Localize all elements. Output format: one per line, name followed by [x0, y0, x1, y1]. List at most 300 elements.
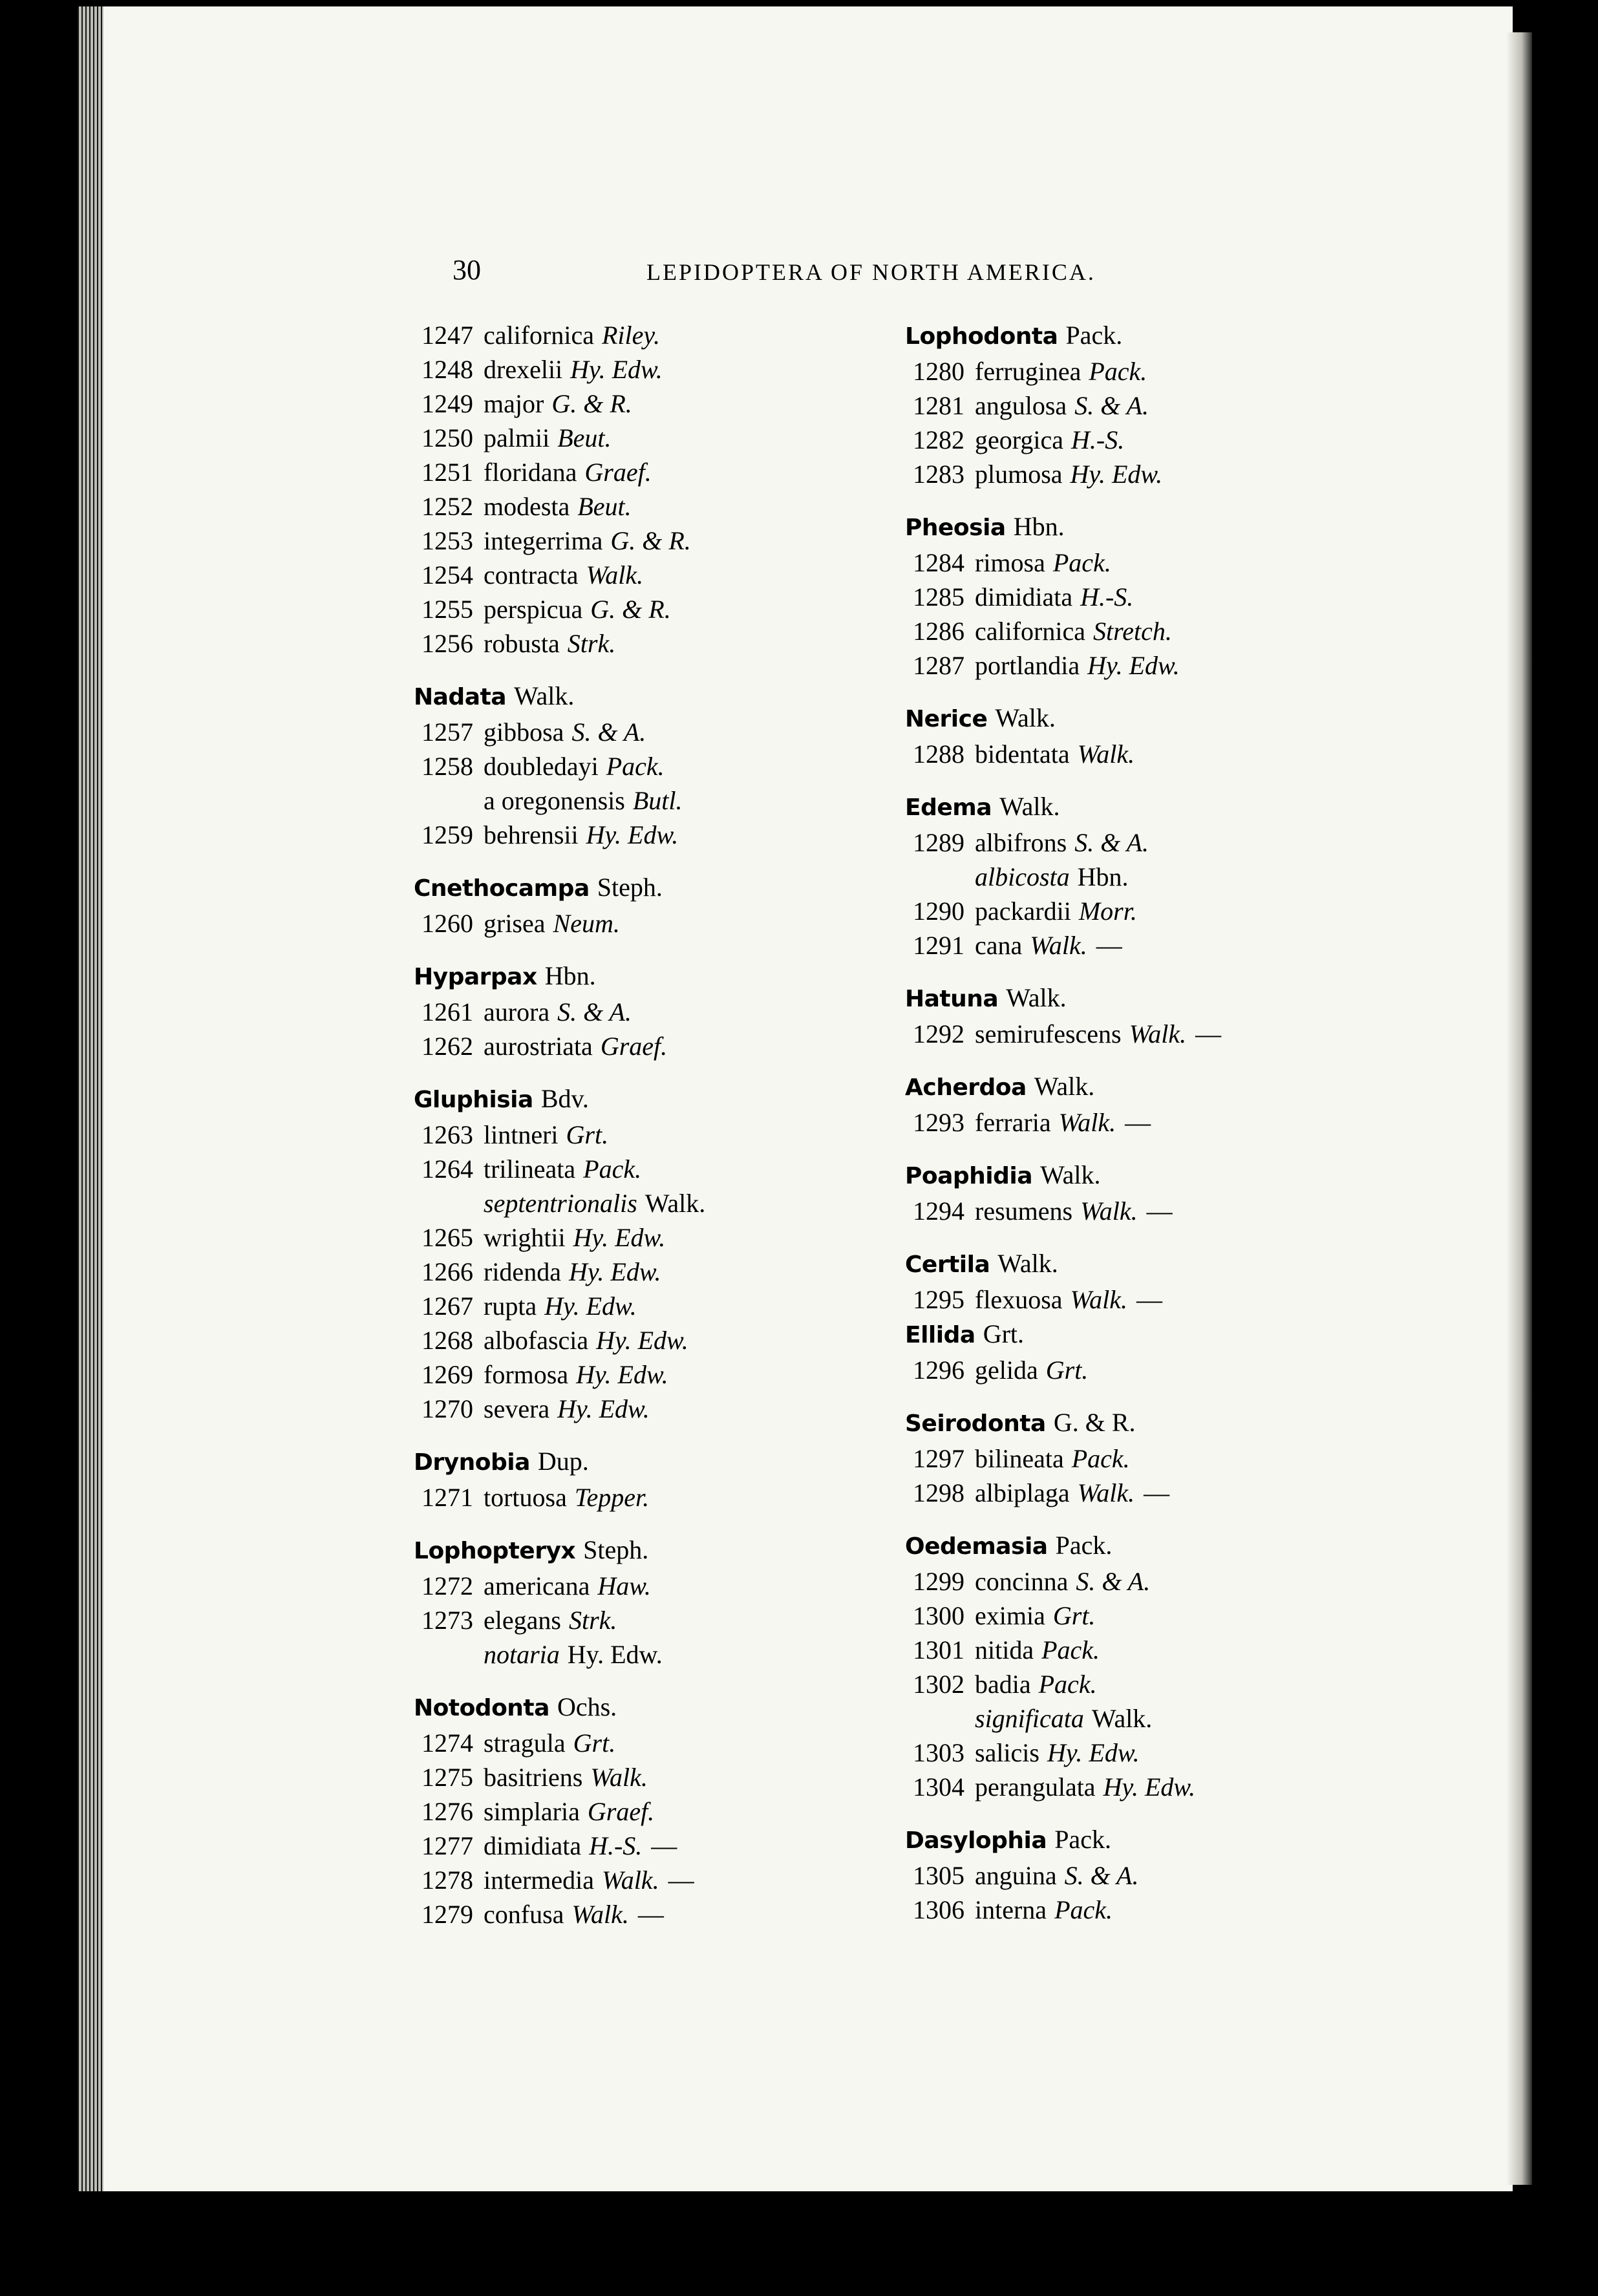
species-author: Hy. Edw.	[557, 1394, 650, 1423]
species-entry	[905, 546, 1435, 580]
species-entry	[414, 1829, 931, 1863]
species-entry	[414, 421, 931, 455]
genus-author: Pack.	[1065, 321, 1123, 350]
catalog-number: 1288	[913, 739, 964, 769]
species-entry	[414, 1392, 931, 1426]
genus-heading	[905, 1246, 1435, 1282]
species-name: cana	[975, 931, 1023, 960]
catalog-number: 1290	[913, 897, 964, 926]
genus-name: Dasylophia	[905, 1827, 1047, 1854]
genus-name: Cnethocampa	[414, 875, 590, 902]
species-name: aurostriata	[484, 1032, 593, 1061]
genus-heading	[414, 1533, 931, 1569]
species-name: a oregonensis	[484, 786, 625, 815]
catalog-number: 1250	[421, 423, 473, 452]
catalog-number: 1273	[421, 1606, 473, 1635]
genus-author: Pack.	[1054, 1825, 1111, 1854]
synonym-entry	[905, 1701, 1435, 1736]
species-entry	[414, 1255, 931, 1289]
species-entry	[414, 995, 931, 1029]
genus-author: Walk.	[514, 681, 575, 710]
catalog-number: 1251	[421, 458, 473, 487]
species-author: H.-S.	[1071, 425, 1125, 454]
genus-name: Drynobia	[414, 1449, 530, 1476]
species-entry	[414, 318, 931, 352]
species-author: S. & A.	[1076, 1567, 1151, 1596]
catalog-number: 1280	[913, 357, 964, 386]
catalog-number: 1258	[421, 752, 473, 781]
species-author: Walk.	[1070, 1285, 1128, 1314]
species-author: Neum.	[553, 909, 620, 938]
species-name: plumosa	[975, 460, 1063, 489]
genus-author: Steph.	[597, 873, 663, 902]
species-entry	[905, 1282, 1435, 1317]
section-gap	[414, 1426, 931, 1444]
species-name: lintneri	[484, 1120, 559, 1149]
genus-name: Hatuna	[905, 986, 999, 1012]
species-author: Walk.	[1080, 1196, 1138, 1226]
species-author: Grt.	[1052, 1601, 1096, 1630]
synonym-entry	[414, 1186, 931, 1220]
catalog-number: 1256	[421, 629, 473, 658]
species-name: resumens	[975, 1196, 1073, 1226]
section-gap	[905, 1228, 1435, 1246]
species-name: albofascia	[484, 1326, 589, 1355]
catalog-number: 1255	[421, 595, 473, 624]
species-name: wrightii	[484, 1223, 566, 1252]
catalog-number: 1272	[421, 1571, 473, 1600]
species-author: G. & R.	[610, 526, 691, 555]
species-name: formosa	[484, 1360, 569, 1389]
species-name: behrensii	[484, 820, 579, 849]
species-entry	[414, 715, 931, 749]
dash-mark: —	[1125, 1108, 1151, 1137]
species-name: simplaria	[484, 1797, 580, 1826]
species-entry	[905, 928, 1435, 962]
species-name: ferraria	[975, 1108, 1051, 1137]
catalog-number: 1303	[913, 1738, 964, 1767]
species-name: drexelii	[484, 355, 563, 384]
dash-mark: —	[1144, 1478, 1170, 1507]
species-entry	[905, 388, 1435, 423]
species-entry	[905, 1736, 1435, 1770]
genus-author: Walk.	[1006, 983, 1067, 1012]
section-gap	[905, 1387, 1435, 1405]
genus-heading	[905, 1158, 1435, 1194]
species-author: Hy. Edw.	[1047, 1738, 1140, 1767]
species-entry	[905, 825, 1435, 860]
species-author: Walk.	[1077, 739, 1135, 769]
catalog-number: 1247	[421, 321, 473, 350]
section-gap	[905, 962, 1435, 981]
species-name: rimosa	[975, 548, 1045, 577]
species-name: ridenda	[484, 1257, 561, 1286]
genus-heading	[905, 1317, 1435, 1353]
species-author: Strk.	[568, 1606, 617, 1635]
catalog-number: 1274	[421, 1728, 473, 1758]
species-entry	[905, 1194, 1435, 1228]
species-name: trilineata	[484, 1154, 576, 1184]
species-author: Pack.	[1041, 1635, 1100, 1664]
section-gap	[414, 1063, 931, 1081]
species-author: S. & A.	[1074, 391, 1149, 420]
species-name: dimidiata	[484, 1831, 582, 1860]
species-entry	[414, 558, 931, 592]
genus-author: G. & R.	[1053, 1408, 1136, 1437]
catalog-number: 1276	[421, 1797, 473, 1826]
genus-heading	[414, 679, 931, 715]
species-name: robusta	[484, 629, 560, 658]
catalog-number: 1260	[421, 909, 473, 938]
species-name: albifrons	[975, 828, 1067, 857]
species-name: angulosa	[975, 391, 1067, 420]
species-entry	[414, 1118, 931, 1152]
species-author: Walk.	[645, 1189, 706, 1218]
species-entry	[414, 818, 931, 852]
genus-heading	[905, 981, 1435, 1017]
dash-mark: —	[1136, 1285, 1163, 1314]
genus-author: Walk.	[1034, 1072, 1095, 1101]
section-gap	[905, 683, 1435, 701]
genus-name: Certila	[905, 1251, 990, 1278]
catalog-number	[905, 860, 975, 894]
catalog-number: 1253	[421, 526, 473, 555]
genus-heading	[905, 1528, 1435, 1564]
dash-mark: —	[637, 1900, 664, 1929]
species-name: anguina	[975, 1861, 1057, 1890]
genus-author: Pack.	[1055, 1531, 1113, 1560]
catalog-number: 1305	[913, 1861, 964, 1890]
species-author: Walk.	[1077, 1478, 1135, 1507]
species-entry	[414, 387, 931, 421]
species-author: Strk.	[567, 629, 616, 658]
species-entry	[905, 1441, 1435, 1476]
species-author: Graef.	[587, 1797, 655, 1826]
species-entry	[414, 1603, 931, 1637]
species-entry	[414, 783, 931, 818]
species-name: septentrionalis	[484, 1189, 637, 1218]
catalog-number: 1268	[421, 1326, 473, 1355]
species-author: Walk.	[586, 560, 644, 590]
species-author: G. & R.	[590, 595, 671, 624]
catalog-number: 1298	[913, 1478, 964, 1507]
species-author: Hy. Edw.	[573, 1223, 666, 1252]
catalog-number	[414, 783, 484, 818]
dash-mark: —	[1096, 931, 1122, 960]
species-entry	[905, 580, 1435, 614]
species-name: floridana	[484, 458, 577, 487]
species-entry	[414, 1897, 931, 1931]
genus-author: Bdv.	[540, 1084, 589, 1113]
species-entry	[905, 1858, 1435, 1893]
genus-heading	[414, 870, 931, 906]
species-entry	[905, 1667, 1435, 1701]
catalog-number: 1294	[913, 1196, 964, 1226]
species-author: Tepper.	[574, 1483, 650, 1512]
dash-mark: —	[1195, 1019, 1222, 1048]
species-author: S. & A.	[557, 997, 632, 1026]
species-author: S. & A.	[1074, 828, 1149, 857]
species-name: semirufescens	[975, 1019, 1122, 1048]
catalog-number: 1301	[913, 1635, 964, 1664]
genus-name: Ellida	[905, 1322, 975, 1348]
genus-name: Poaphidia	[905, 1163, 1033, 1189]
catalog-number: 1283	[913, 460, 964, 489]
catalog-number: 1261	[421, 997, 473, 1026]
species-entry	[905, 894, 1435, 928]
species-author: Walk.	[1129, 1019, 1187, 1048]
genus-heading	[414, 1444, 931, 1480]
catalog-number: 1287	[913, 651, 964, 680]
genus-heading	[905, 789, 1435, 825]
genus-author: Walk.	[995, 703, 1056, 732]
species-entry	[414, 1863, 931, 1897]
species-author: Graef.	[600, 1032, 668, 1061]
species-entry	[414, 626, 931, 661]
species-entry	[414, 455, 931, 489]
species-name: badia	[975, 1670, 1031, 1699]
next-page-edge	[1506, 32, 1532, 2185]
species-name: concinna	[975, 1567, 1069, 1596]
species-entry	[414, 1029, 931, 1063]
genus-name: Pheosia	[905, 515, 1006, 541]
genus-name: Notodonta	[414, 1695, 549, 1721]
genus-author: Dup.	[537, 1447, 589, 1476]
genus-author: Hbn.	[544, 961, 596, 990]
species-author: Pack.	[1054, 1895, 1113, 1924]
section-gap	[414, 1672, 931, 1690]
species-author: Pack.	[1038, 1670, 1097, 1699]
species-name: notaria	[484, 1640, 560, 1669]
species-name: modesta	[484, 492, 570, 521]
catalog-number: 1304	[913, 1772, 964, 1802]
species-entry	[905, 648, 1435, 683]
species-name: elegans	[484, 1606, 561, 1635]
species-entry	[905, 423, 1435, 457]
catalog-number: 1292	[913, 1019, 964, 1048]
species-author: Hy. Edw.	[586, 820, 679, 849]
dash-mark: —	[651, 1831, 677, 1860]
species-name: dimidiata	[975, 582, 1073, 611]
species-name: severa	[484, 1394, 550, 1423]
catalog-number: 1265	[421, 1223, 473, 1252]
species-name: packardii	[975, 897, 1071, 926]
species-entry	[905, 457, 1435, 491]
species-name: interna	[975, 1895, 1047, 1924]
species-entry	[414, 906, 931, 941]
species-author: Graef.	[584, 458, 652, 487]
species-entry	[905, 737, 1435, 771]
genus-author: Hbn.	[1013, 512, 1065, 541]
catalog-number: 1278	[421, 1865, 473, 1895]
species-entry	[905, 614, 1435, 648]
catalog-number: 1266	[421, 1257, 473, 1286]
species-author: Pack.	[1071, 1444, 1130, 1473]
genus-heading	[414, 959, 931, 995]
genus-author: Walk.	[999, 792, 1060, 821]
genus-author: Steph.	[583, 1535, 649, 1564]
species-entry	[414, 592, 931, 626]
genus-name: Nerice	[905, 706, 988, 732]
species-author: Hbn.	[1077, 862, 1129, 891]
catalog-number: 1291	[913, 931, 964, 960]
species-author: Hy. Edw.	[1070, 460, 1163, 489]
catalog-number: 1271	[421, 1483, 473, 1512]
catalog-number: 1286	[913, 617, 964, 646]
genus-heading	[905, 701, 1435, 737]
species-entry	[414, 1220, 931, 1255]
species-name: gelida	[975, 1355, 1038, 1385]
species-author: Hy. Edw.	[1103, 1772, 1196, 1802]
species-author: Hy. Edw.	[1087, 651, 1180, 680]
catalog-number: 1275	[421, 1763, 473, 1792]
running-head: LEPIDOPTERA OF NORTH AMERICA.	[646, 259, 1096, 285]
catalog-number: 1289	[913, 828, 964, 857]
species-author: Pack.	[1052, 548, 1111, 577]
catalog-number: 1263	[421, 1120, 473, 1149]
genus-heading	[905, 1069, 1435, 1105]
species-author: Walk.	[571, 1900, 629, 1929]
genus-author: Walk.	[997, 1249, 1058, 1278]
catalog-number: 1302	[913, 1670, 964, 1699]
species-name: georgica	[975, 425, 1063, 454]
left-column	[414, 318, 931, 1931]
genus-name: Gluphisia	[414, 1087, 533, 1113]
species-author: Hy. Edw.	[544, 1292, 637, 1321]
species-entry	[414, 352, 931, 387]
species-author: Walk.	[1091, 1704, 1153, 1733]
species-author: Hy. Edw.	[576, 1360, 668, 1389]
species-name: tortuosa	[484, 1483, 567, 1512]
catalog-number: 1262	[421, 1032, 473, 1061]
species-name: gibbosa	[484, 717, 564, 747]
genus-name: Acherdoa	[905, 1074, 1027, 1101]
genus-name: Oedemasia	[905, 1533, 1048, 1560]
species-name: californica	[484, 321, 594, 350]
species-entry	[414, 1357, 931, 1392]
catalog-number: 1281	[913, 391, 964, 420]
species-name: flexuosa	[975, 1285, 1063, 1314]
catalog-number: 1270	[421, 1394, 473, 1423]
section-gap	[905, 1510, 1435, 1528]
species-name: perspicua	[484, 595, 583, 624]
catalog-number	[414, 1637, 484, 1672]
genus-name: Edema	[905, 794, 992, 821]
species-entry	[414, 524, 931, 558]
species-entry	[905, 1476, 1435, 1510]
species-author: Pack.	[606, 752, 665, 781]
species-author: Riley.	[602, 321, 660, 350]
species-entry	[414, 489, 931, 524]
section-gap	[905, 491, 1435, 509]
species-entry	[414, 749, 931, 783]
catalog-number: 1306	[913, 1895, 964, 1924]
species-name: bidentata	[975, 739, 1070, 769]
section-gap	[414, 852, 931, 870]
species-name: grisea	[484, 909, 546, 938]
species-author: Butl.	[632, 786, 683, 815]
species-entry	[905, 1017, 1435, 1051]
species-entry	[414, 1726, 931, 1760]
catalog-number: 1293	[913, 1108, 964, 1137]
species-entry	[414, 1480, 931, 1515]
genus-heading	[414, 1081, 931, 1118]
species-entry	[905, 354, 1435, 388]
catalog-number: 1277	[421, 1831, 473, 1860]
dash-mark: —	[1146, 1196, 1173, 1226]
species-entry	[905, 1633, 1435, 1667]
species-name: intermedia	[484, 1865, 595, 1895]
genus-heading	[905, 1822, 1435, 1858]
section-gap	[905, 1140, 1435, 1158]
section-gap	[905, 771, 1435, 789]
species-entry	[414, 1323, 931, 1357]
species-author: Hy. Edw.	[570, 355, 663, 384]
species-author: Stretch.	[1093, 617, 1172, 646]
species-entry	[905, 1564, 1435, 1599]
section-gap	[905, 1051, 1435, 1069]
species-name: ferruginea	[975, 357, 1081, 386]
species-author: Walk.	[602, 1865, 659, 1895]
catalog-number	[905, 1701, 975, 1736]
species-name: nitida	[975, 1635, 1034, 1664]
species-entry	[414, 1794, 931, 1829]
catalog-number: 1254	[421, 560, 473, 590]
species-name: americana	[484, 1571, 590, 1600]
genus-heading	[905, 318, 1435, 354]
page-header	[453, 253, 1293, 292]
species-author: Walk.	[1058, 1108, 1116, 1137]
species-name: albicosta	[975, 862, 1070, 891]
species-author: S. & A.	[571, 717, 646, 747]
species-author: Haw.	[597, 1571, 651, 1600]
species-author: S. & A.	[1064, 1861, 1139, 1890]
catalog-number: 1257	[421, 717, 473, 747]
page-number: 30	[453, 254, 481, 286]
species-name: portlandia	[975, 651, 1080, 680]
species-entry	[905, 1770, 1435, 1804]
species-author: Grt.	[566, 1120, 609, 1149]
species-name: integerrima	[484, 526, 603, 555]
species-name: eximia	[975, 1601, 1045, 1630]
genus-heading	[414, 1690, 931, 1726]
species-author: Pack.	[583, 1154, 642, 1184]
species-name: major	[484, 389, 544, 418]
catalog-number: 1269	[421, 1360, 473, 1389]
species-author: Walk.	[1030, 931, 1087, 960]
species-author: Morr.	[1078, 897, 1137, 926]
species-author: G. & R.	[551, 389, 632, 418]
species-author: Grt.	[573, 1728, 616, 1758]
dash-mark: —	[668, 1865, 694, 1895]
section-gap	[414, 1515, 931, 1533]
species-author: Beut.	[557, 423, 612, 452]
catalog-number: 1285	[913, 582, 964, 611]
genus-name: Lophopteryx	[414, 1538, 576, 1564]
catalog-number: 1295	[913, 1285, 964, 1314]
genus-name: Nadata	[414, 684, 506, 710]
species-entry	[414, 1152, 931, 1186]
synonym-entry	[414, 1637, 931, 1672]
catalog-number: 1300	[913, 1601, 964, 1630]
species-entry	[905, 1599, 1435, 1633]
species-name: palmii	[484, 423, 550, 452]
species-name: contracta	[484, 560, 579, 590]
species-entry	[905, 1893, 1435, 1927]
genus-name: Seirodonta	[905, 1410, 1046, 1437]
section-gap	[905, 1804, 1435, 1822]
catalog-number: 1296	[913, 1355, 964, 1385]
